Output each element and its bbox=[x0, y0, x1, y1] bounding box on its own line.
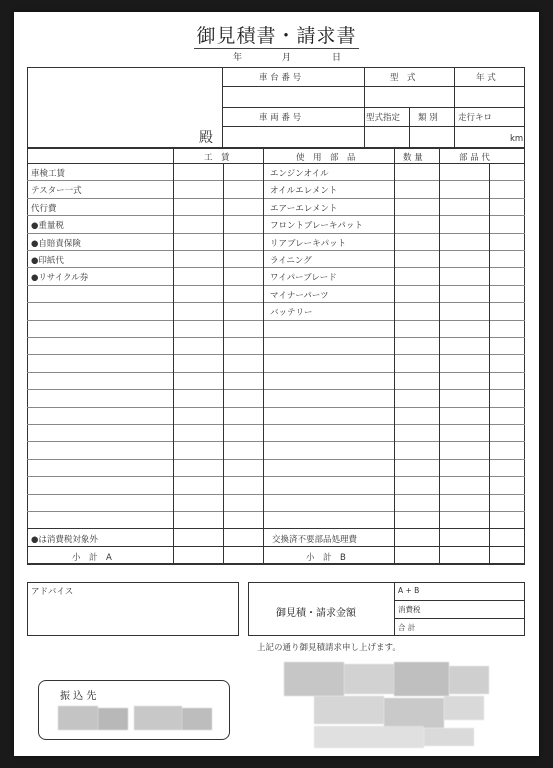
parts-header: 使 用 部 品 bbox=[296, 153, 356, 163]
subtotal-a-label: 小 計 A bbox=[72, 553, 112, 563]
parts-item: バッテリー bbox=[270, 308, 313, 318]
labor-item: 車検工賃 bbox=[31, 169, 66, 179]
parts-item: ワイパーブレード bbox=[270, 273, 337, 283]
tax-label: 消費税 bbox=[398, 605, 421, 614]
closing-note: 上記の通り御見積請求申し上げます。 bbox=[257, 643, 401, 653]
table-row-line bbox=[27, 546, 525, 547]
table-row-line bbox=[27, 528, 525, 529]
date-day: 日 bbox=[332, 53, 342, 63]
type-label: 型 式 bbox=[390, 73, 416, 83]
table-row-line bbox=[27, 198, 525, 199]
model-number-label: 車 台 番 号 bbox=[259, 73, 302, 83]
table-row-line bbox=[27, 407, 525, 408]
table-row-line bbox=[27, 441, 525, 442]
table-row-line bbox=[27, 285, 525, 286]
parts-item: マイナーパーツ bbox=[270, 291, 329, 301]
labor-item: 代行費 bbox=[31, 204, 57, 214]
table-row-line bbox=[27, 372, 525, 373]
category-label: 類 別 bbox=[418, 113, 438, 123]
labor-item: ●印紙代 bbox=[31, 256, 64, 266]
transfer-label: 振 込 先 bbox=[60, 691, 97, 702]
subtotal-b-label: 小 計 B bbox=[306, 553, 346, 563]
advice-label: アドバイス bbox=[31, 587, 74, 597]
table-row-line bbox=[27, 302, 525, 303]
customer-suffix: 殿 bbox=[199, 130, 213, 146]
table-row-line bbox=[27, 337, 525, 338]
table-row-line bbox=[27, 320, 525, 321]
table-row-line bbox=[27, 389, 525, 390]
table-row-line bbox=[27, 476, 525, 477]
table-row-line bbox=[27, 459, 525, 460]
parts-item: オイルエレメント bbox=[270, 186, 338, 196]
table-row-line bbox=[27, 267, 525, 268]
labor-item: ●重量税 bbox=[31, 221, 64, 231]
table-row-line bbox=[27, 511, 525, 512]
parts-item: リアブレーキパット bbox=[270, 239, 347, 249]
total-label: 合 計 bbox=[398, 623, 416, 632]
labor-header: 工 賃 bbox=[204, 153, 230, 163]
parts-item: エンジンオイル bbox=[270, 169, 329, 179]
ab-label: A + B bbox=[398, 586, 420, 595]
table-row-line bbox=[27, 354, 525, 355]
table-row-line bbox=[27, 424, 525, 425]
tax-note: ●は消費税対象外 bbox=[31, 535, 98, 545]
table-row-line bbox=[27, 180, 525, 181]
labor-item: ●自賠責保険 bbox=[31, 239, 81, 249]
amount-label: 御見積・請求金額 bbox=[276, 608, 356, 619]
parts-item: ライニング bbox=[270, 256, 312, 266]
parts-item: フロントブレーキパット bbox=[270, 221, 363, 231]
document-title: 御見積書・請求書 bbox=[196, 25, 357, 47]
labor-item: テスター一式 bbox=[31, 186, 82, 196]
plate-label: 車 両 番 号 bbox=[259, 113, 302, 123]
km-unit: km bbox=[510, 134, 524, 144]
parts-item: エアーエレメント bbox=[270, 204, 338, 214]
table-row-line bbox=[27, 250, 525, 251]
price-header: 部 品 代 bbox=[459, 153, 490, 163]
table-row-line bbox=[27, 233, 525, 234]
table-row-line bbox=[27, 215, 525, 216]
table-row-line bbox=[27, 163, 525, 164]
table-row-line bbox=[27, 494, 525, 495]
type-designation-label: 型式指定 bbox=[366, 113, 401, 123]
disposal-label: 交換済不要部品処理費 bbox=[272, 535, 358, 545]
labor-item: ●リサイクル券 bbox=[31, 273, 89, 283]
table-row-line bbox=[27, 563, 525, 564]
mileage-label: 走行キロ bbox=[458, 113, 493, 123]
date-year: 年 bbox=[233, 53, 243, 63]
invoice-page bbox=[14, 12, 539, 756]
year-label: 年 式 bbox=[476, 73, 496, 83]
date-month: 月 bbox=[282, 53, 292, 63]
qty-header: 数 量 bbox=[403, 153, 423, 163]
